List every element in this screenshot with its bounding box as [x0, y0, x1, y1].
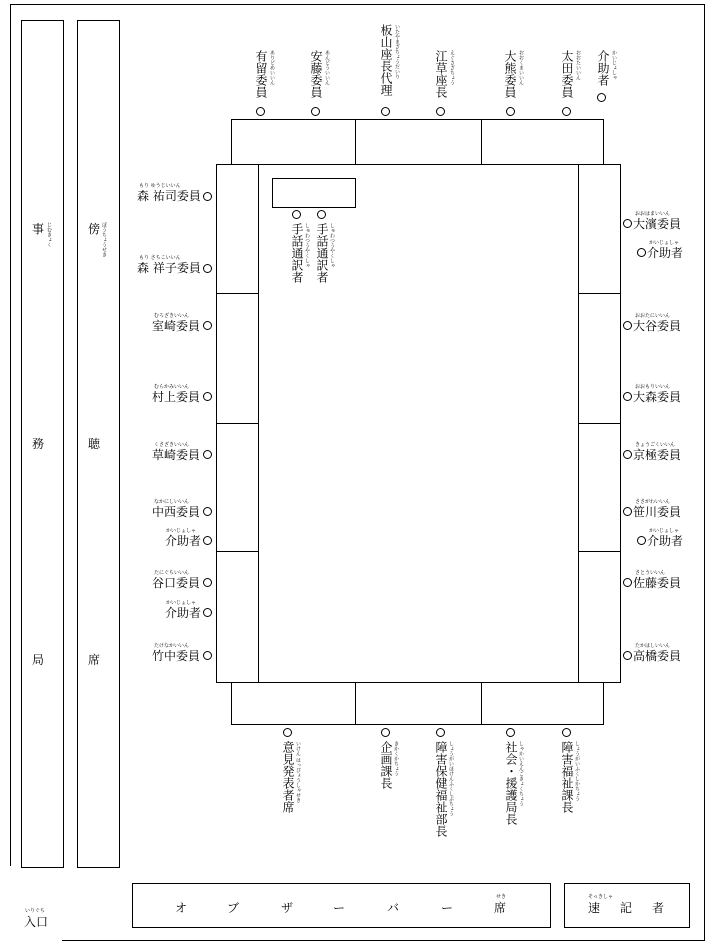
- seat-kaijo-right1-label: 介助者: [647, 246, 684, 260]
- seat-taniguchi-furigana: たにぐちいいん: [154, 570, 190, 576]
- seat-ando-circle: [311, 107, 320, 116]
- seat-interp1-furigana: しゅわつうやくしゃ: [304, 223, 310, 268]
- seat-kaijo-top-circle: [597, 93, 606, 102]
- seat-ando-label: 安藤委員: [309, 50, 323, 98]
- frame-right-line: [704, 4, 705, 941]
- seat-otani-label: 大谷委員: [633, 319, 682, 333]
- seat-itayama-label: 板山座長代理: [379, 24, 393, 96]
- secretariat-char-1: 事: [32, 222, 45, 236]
- seat-egusa-label: 江草座長: [434, 50, 448, 98]
- seat-mori-sachiko-furigana: もり さちこいいん: [139, 255, 181, 261]
- right-table-divider-2: [578, 423, 621, 424]
- seat-kikaku-circle: [381, 728, 390, 737]
- seat-kaijo-left1-furigana: かいじょしゃ: [166, 528, 197, 534]
- seat-sato-circle: [623, 578, 632, 587]
- right-table-divider-3: [578, 551, 621, 552]
- left-table-divider-1: [216, 293, 259, 294]
- seat-kusazaki-label: 草崎委員: [152, 448, 201, 462]
- observer-char-4: ー: [333, 901, 346, 915]
- secretariat-furigana: じむきょく: [46, 222, 52, 247]
- seat-osawa-circle: [623, 219, 632, 228]
- seat-nakanishi-furigana: なかにしいいん: [154, 499, 190, 505]
- observer-char-5: バ: [387, 901, 400, 915]
- seat-interp2-label: 手話通訳者: [315, 223, 329, 283]
- frame-bottom-line: [62, 940, 704, 941]
- seat-kaijo-right2-circle: [637, 536, 646, 545]
- seat-kusazaki-furigana: くさざきいいん: [154, 442, 190, 448]
- seat-itayama-circle: [381, 107, 390, 116]
- seat-kaijo-top-label: 介助者: [596, 50, 610, 86]
- seat-interp1-circle: [292, 210, 301, 219]
- stenographer-char-3: 者: [652, 901, 665, 915]
- seat-omori-circle: [623, 392, 632, 401]
- observer-char-1: オ: [175, 901, 188, 915]
- seat-takenaka-furigana: たけなかいいん: [154, 643, 190, 649]
- seat-murakami-furigana: むらかみいいん: [154, 384, 190, 390]
- seat-sasagawa-furigana: ささがわいいん: [635, 499, 671, 505]
- observer-char-2: ブ: [227, 901, 240, 915]
- left-table-divider-2: [216, 423, 259, 424]
- seat-kyogoku-circle: [623, 450, 632, 459]
- entrance-furigana: いりぐち: [25, 908, 46, 914]
- seat-takahashi-label: 高橋委員: [633, 649, 682, 663]
- seat-kaijo-left1-circle: [203, 536, 212, 545]
- seat-takahashi-circle: [623, 651, 632, 660]
- seat-itayama-furigana: いたやまざちょうだいり: [394, 24, 400, 79]
- seat-shogai-fukushi-label: 障害福祉課長: [560, 741, 574, 813]
- seat-shogai-hoken-circle: [436, 728, 445, 737]
- seat-shogai-fukushi-furigana: しょうがいふくしかちょう: [574, 741, 580, 801]
- seat-kikaku-furigana: きかくかちょう: [393, 741, 399, 776]
- observer-furigana: せき: [496, 894, 507, 900]
- observer-char-3: ザ: [281, 901, 294, 915]
- seat-kaijo-left1-label: 介助者: [165, 534, 202, 548]
- seat-interp1-label: 手話通訳者: [290, 223, 304, 283]
- left-table-divider-3: [216, 551, 259, 552]
- observer-char-6: ー: [441, 901, 454, 915]
- seat-omori-label: 大森委員: [633, 390, 682, 404]
- seat-takenaka-circle: [203, 651, 212, 660]
- seat-interp2-circle: [317, 210, 326, 219]
- seat-murakami-circle: [203, 392, 212, 401]
- bottom-table-divider-1: [355, 682, 356, 725]
- seat-sasagawa-circle: [623, 507, 632, 516]
- seat-ota-circle: [562, 107, 571, 116]
- seat-taniguchi-circle: [203, 578, 212, 587]
- seat-takahashi-furigana: たかはしいいん: [635, 643, 671, 649]
- seat-kaijo-right1-circle: [637, 248, 646, 257]
- seat-kaijo-right1-furigana: かいじょしゃ: [649, 240, 680, 246]
- right-table-divider-1: [578, 293, 621, 294]
- entrance-label: 入口: [24, 915, 49, 929]
- seat-kusazaki-circle: [203, 450, 212, 459]
- frame-top-line: [10, 4, 704, 5]
- seat-egusa-furigana: えぐさざちょう: [449, 50, 455, 85]
- seat-shogai-hoken-label: 障害保健福祉部長: [434, 741, 448, 837]
- stenographer-furigana: そっきしゃ: [588, 894, 614, 900]
- seat-nakanishi-label: 中西委員: [152, 505, 201, 519]
- seat-kyogoku-furigana: きょうごくいいん: [635, 442, 676, 448]
- seat-sato-furigana: さとういいん: [635, 570, 666, 576]
- seat-kaijo-right2-label: 介助者: [647, 534, 684, 548]
- seat-aritome-circle: [256, 107, 265, 116]
- seat-interp2-furigana: しゅわつうやくしゃ: [329, 223, 335, 268]
- seat-sasagawa-label: 笹川委員: [633, 505, 682, 519]
- stenographer-char-2: 記: [620, 901, 633, 915]
- seat-okuma-furigana: おおくまいいん: [518, 50, 524, 85]
- bottom-table: [231, 682, 604, 725]
- seat-mori-sachiko-label: 森 祥子委員: [137, 261, 201, 275]
- gallery-char-1: 傍: [88, 222, 101, 236]
- interpreter-box: [272, 178, 356, 208]
- secretariat-char-2: 務: [32, 437, 45, 451]
- seat-murozaki-furigana: むろざきいいん: [154, 313, 190, 319]
- seat-mori-yuji-circle: [203, 192, 212, 201]
- seat-iken-furigana: いけん はっぴょうしゃせき: [295, 741, 301, 803]
- seat-mori-yuji-furigana: もり ゆうじいいん: [139, 183, 181, 189]
- top-table: [231, 119, 604, 165]
- gallery-char-2: 聴: [88, 437, 101, 451]
- seat-ando-furigana: あんどういいん: [324, 50, 330, 85]
- top-table-divider-2: [481, 119, 482, 165]
- secretariat-char-3: 局: [32, 653, 45, 667]
- seat-takenaka-label: 竹中委員: [152, 649, 201, 663]
- seat-otani-circle: [623, 321, 632, 330]
- seat-ota-furigana: おおたいいん: [575, 50, 581, 80]
- seat-shogai-fukushi-circle: [562, 728, 571, 737]
- seat-mori-yuji-label: 森 祐司委員: [137, 189, 201, 203]
- seat-iken-circle: [283, 728, 292, 737]
- seat-kaijo-left2-circle: [203, 608, 212, 617]
- observer-char-7: 席: [494, 901, 507, 915]
- seat-osawa-furigana: おおはまいいん: [635, 211, 671, 217]
- seat-kaijo-top-furigana: かいじょしゃ: [611, 50, 617, 80]
- seat-kaijo-left2-furigana: かいじょしゃ: [166, 600, 197, 606]
- seat-murozaki-circle: [203, 321, 212, 330]
- seat-shakai-engo-furigana: しゃかいえんごきょくちょう: [518, 741, 524, 806]
- bottom-table-divider-2: [481, 682, 482, 725]
- seat-mori-sachiko-circle: [203, 264, 212, 273]
- top-table-divider-1: [355, 119, 356, 165]
- seat-egusa-circle: [436, 107, 445, 116]
- seat-shakai-engo-circle: [506, 728, 515, 737]
- stenographer-char-1: 速: [588, 901, 601, 915]
- seat-aritome-furigana: ありどめいいん: [269, 50, 275, 85]
- seat-shogai-hoken-furigana: しょうがいほけんふくしぶちょう: [448, 741, 454, 816]
- gallery-furigana: ぼうちょうせき: [101, 222, 107, 257]
- seat-shakai-engo-label: 社会・援護局長: [504, 741, 518, 825]
- gallery-char-3: 席: [88, 653, 101, 667]
- seat-iken-label: 意見発表者席: [281, 741, 295, 813]
- seat-murozaki-label: 室崎委員: [152, 319, 201, 333]
- seat-okuma-circle: [506, 107, 515, 116]
- seat-aritome-label: 有留委員: [254, 50, 268, 98]
- seat-ota-label: 太田委員: [560, 50, 574, 98]
- frame-left-line: [10, 4, 11, 866]
- seat-kaijo-right2-furigana: かいじょしゃ: [649, 528, 680, 534]
- seat-kyogoku-label: 京極委員: [633, 448, 682, 462]
- seat-osawa-label: 大濱委員: [633, 217, 682, 231]
- seat-murakami-label: 村上委員: [152, 390, 201, 404]
- seat-kaijo-left2-label: 介助者: [165, 606, 202, 620]
- seat-sato-label: 佐藤委員: [633, 576, 682, 590]
- seat-okuma-label: 大熊委員: [503, 50, 517, 98]
- seat-taniguchi-label: 谷口委員: [152, 576, 201, 590]
- seat-kikaku-label: 企画課長: [379, 741, 393, 789]
- seat-otani-furigana: おおたにいいん: [635, 313, 671, 319]
- seat-omori-furigana: おおもりいいん: [635, 384, 671, 390]
- seat-nakanishi-circle: [203, 507, 212, 516]
